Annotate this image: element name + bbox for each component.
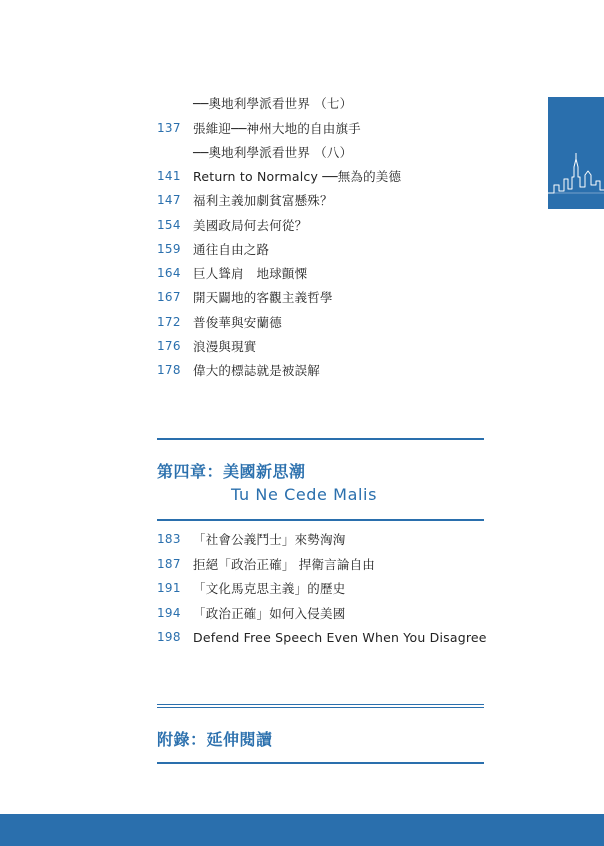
toc-page-number: 172	[157, 315, 181, 329]
toc-page-number: 147	[157, 193, 181, 207]
toc-entry[interactable]	[157, 191, 333, 209]
toc-entry[interactable]	[157, 288, 333, 306]
toc-page-number: 198	[157, 630, 181, 644]
appendix-title: 附錄：延伸閱讀	[157, 730, 273, 749]
toc-entry[interactable]	[157, 216, 307, 234]
toc-page-number: 164	[157, 266, 181, 280]
appendix-divider-bottom	[157, 762, 484, 764]
toc-page-number: 137	[157, 121, 181, 135]
toc-entry[interactable]	[157, 143, 352, 161]
toc-entry[interactable]	[157, 240, 269, 258]
toc-entry[interactable]	[157, 361, 320, 379]
toc-entry[interactable]	[157, 604, 345, 622]
toc-entry-title: 美國政局何去何從？	[193, 218, 308, 233]
toc-entry-title: Return to Normalcy ──無為的美德	[193, 169, 402, 184]
toc-entry[interactable]	[157, 628, 487, 646]
toc-page-number: 141	[157, 169, 181, 183]
toc-entry-title: 通往自由之路	[193, 242, 270, 257]
city-skyline-icon	[548, 97, 604, 209]
toc-entry[interactable]	[157, 167, 401, 185]
chapter-divider-bottom	[157, 519, 484, 521]
footer-band	[0, 814, 604, 846]
toc-entry-title: 偉大的標誌就是被誤解	[193, 363, 321, 378]
toc-page-number: 191	[157, 581, 181, 595]
appendix-divider-top	[157, 704, 484, 708]
toc-entry-title: 開天闢地的客觀主義哲學	[193, 290, 333, 305]
toc-entry[interactable]	[157, 337, 257, 355]
toc-page-number: 187	[157, 557, 181, 571]
toc-page-number: 183	[157, 532, 181, 546]
toc-entry-title: 「政治正確」如何入侵美國	[193, 606, 346, 621]
toc-entry-title: 浪漫與現實	[193, 339, 257, 354]
toc-entry-title: 巨人聳肩 地球顫慄	[193, 266, 308, 281]
toc-entry-title: 福利主義加劇貧富懸殊？	[193, 193, 333, 208]
toc-entry[interactable]	[157, 313, 282, 331]
side-tab	[548, 97, 604, 209]
toc-entry-title: 「社會公義鬥士」來勢洶洶	[193, 532, 346, 547]
toc-page-number: 167	[157, 290, 181, 304]
toc-entry[interactable]	[157, 530, 345, 548]
toc-entry-title: Defend Free Speech Even When You Disagree	[193, 629, 487, 645]
toc-entry[interactable]	[157, 264, 307, 282]
toc-page-number: 154	[157, 218, 181, 232]
toc-entry-title: 普俊華與安蘭德	[193, 315, 282, 330]
toc-entry[interactable]	[157, 94, 352, 112]
toc-page-number: 178	[157, 363, 181, 377]
toc-entry[interactable]	[157, 555, 375, 573]
toc-entry-title: 張維迎──神州大地的自由旗手	[193, 121, 361, 136]
toc-entry-title: ──奧地利學派看世界 （七）	[193, 96, 353, 111]
chapter-subtitle: Tu Ne Cede Malis	[231, 485, 378, 504]
toc-entry[interactable]	[157, 579, 345, 597]
toc-page-number: 159	[157, 242, 181, 256]
toc-entry[interactable]	[157, 119, 361, 137]
chapter-divider-top	[157, 438, 484, 440]
chapter-title: 第四章：美國新思潮	[157, 462, 306, 481]
toc-entry-title: 拒絕「政治正確」 捍衛言論自由	[193, 557, 375, 572]
toc-page-number: 176	[157, 339, 181, 353]
toc-page-number: 194	[157, 606, 181, 620]
toc-entry-title: 「文化馬克思主義」的歷史	[193, 581, 346, 596]
toc-entry-title: ──奧地利學派看世界 （八）	[193, 145, 353, 160]
